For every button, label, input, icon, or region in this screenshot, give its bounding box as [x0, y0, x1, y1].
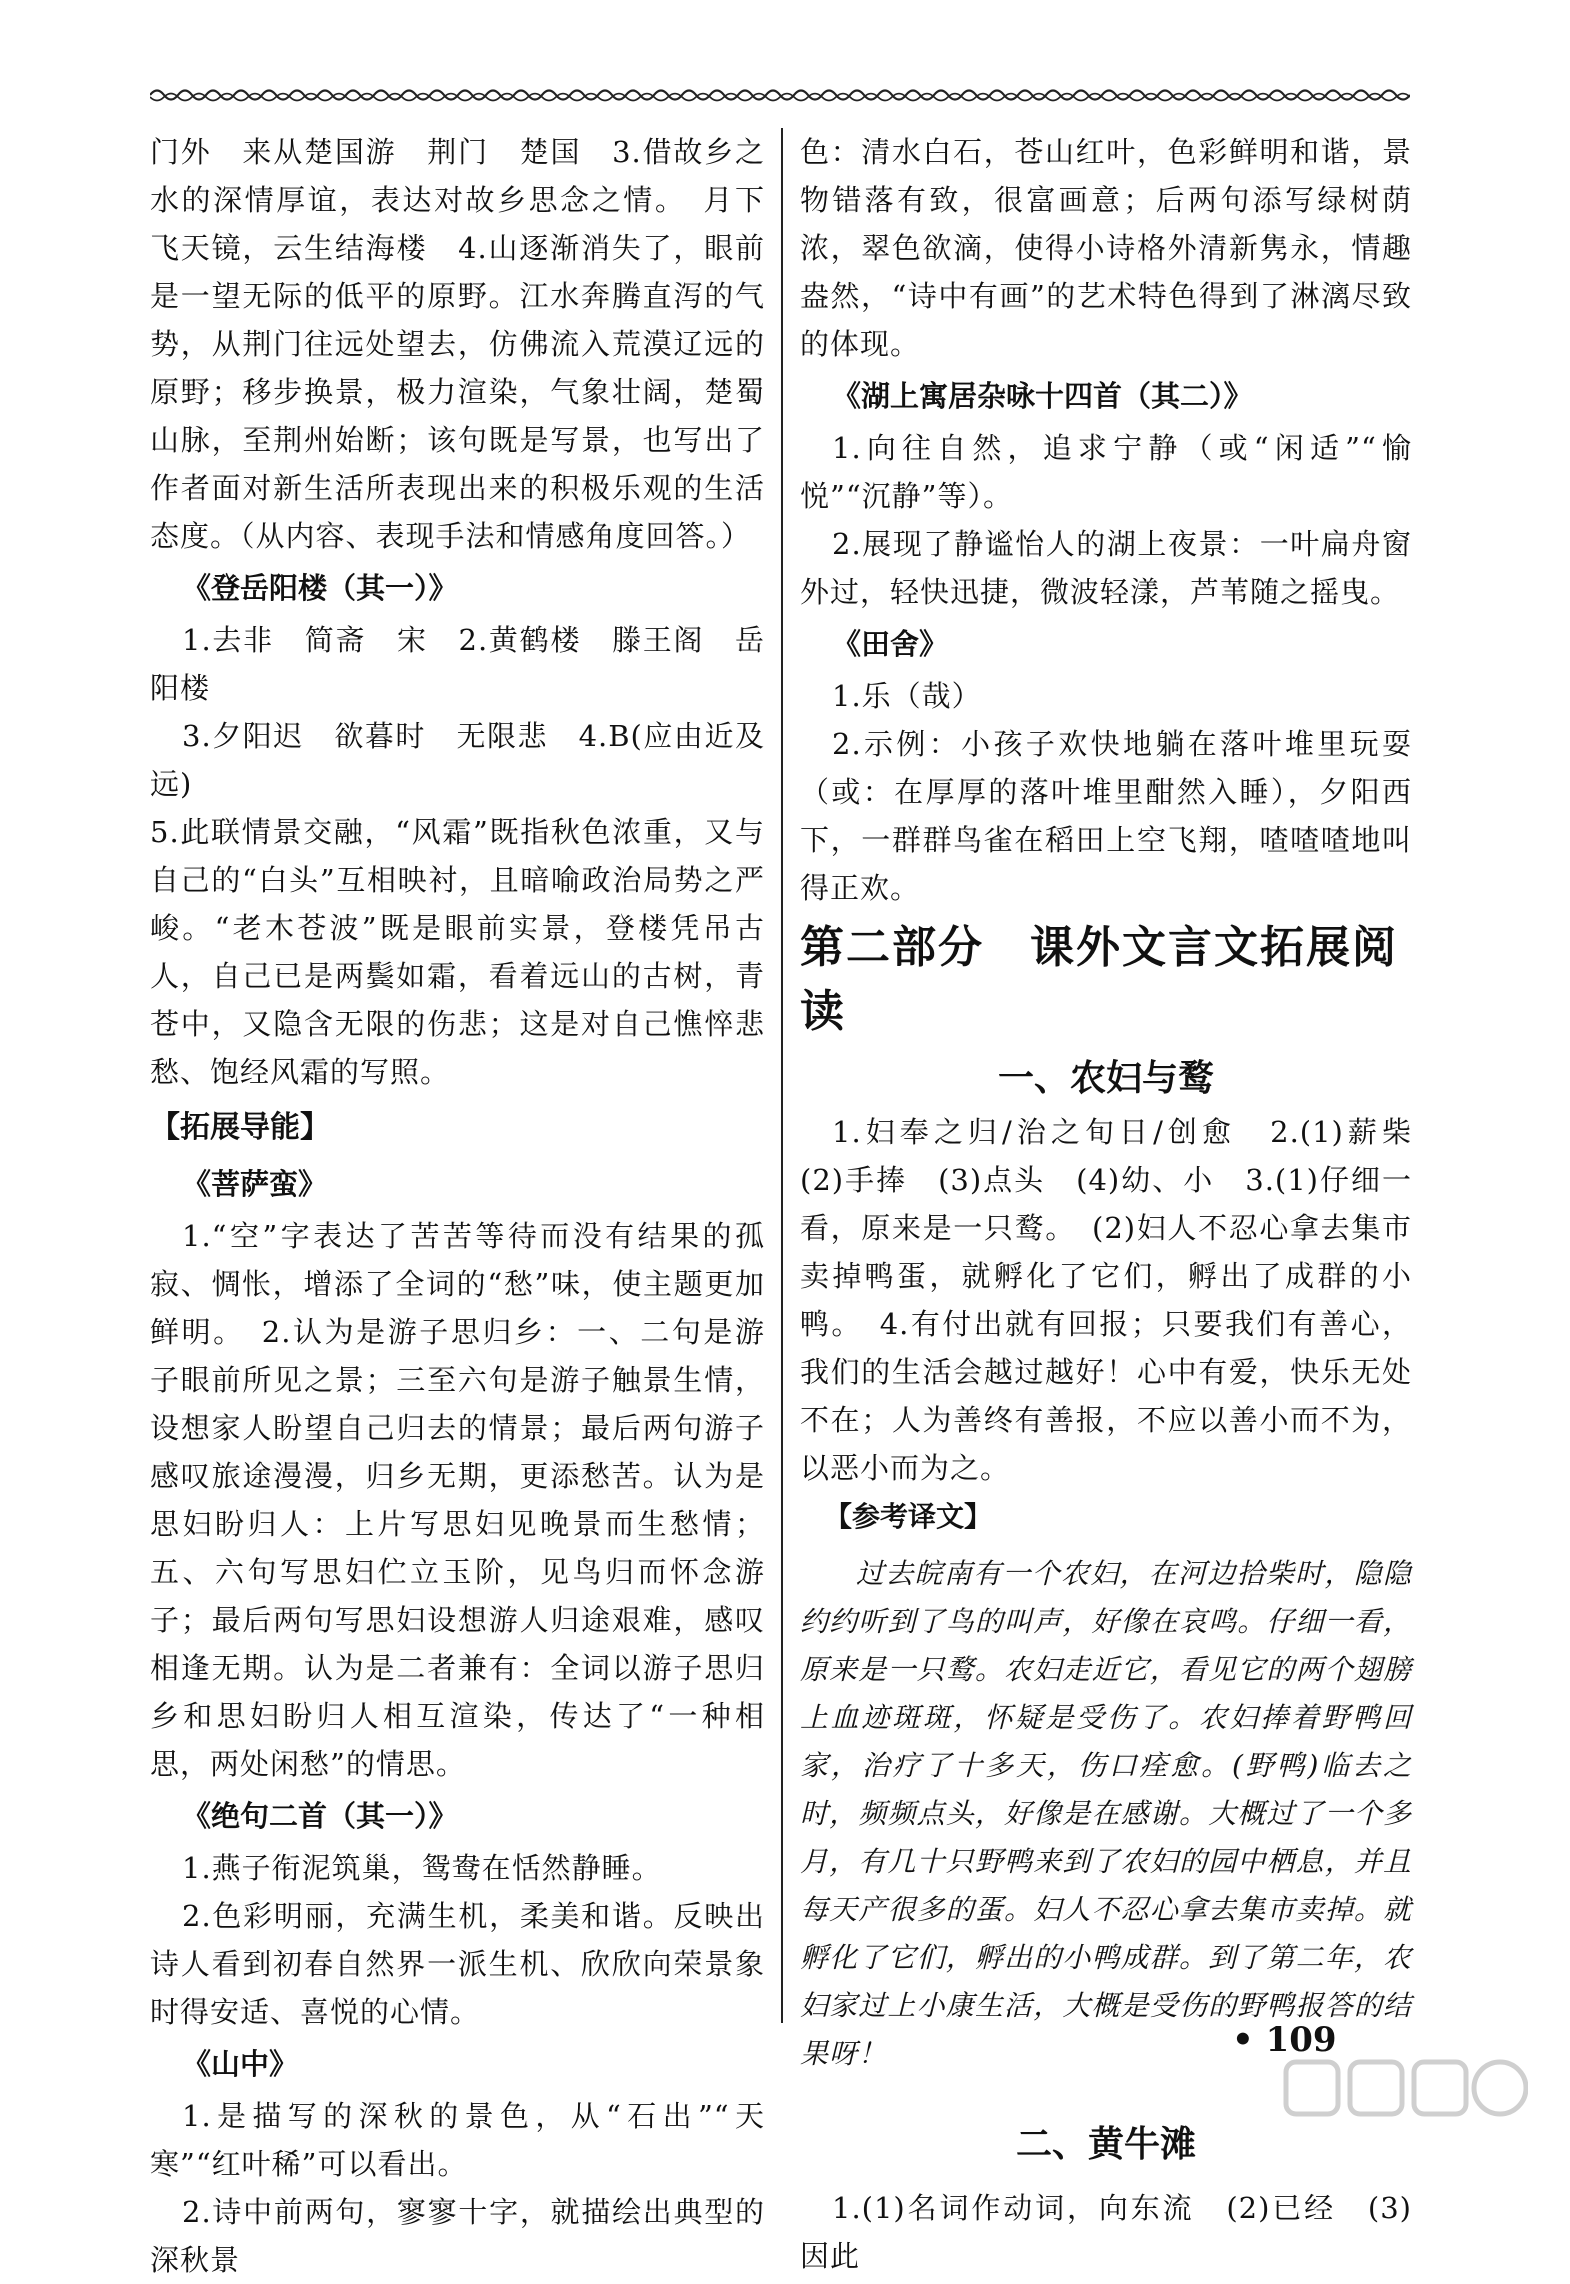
answer-paragraph: 1.向往自然，追求宁静（或“闲适”“愉悦”“沉静”等）。	[800, 431, 1412, 513]
poem-heading: 《登岳阳楼（其一）》	[182, 571, 458, 605]
left-column	[150, 128, 765, 2284]
answer-paragraph: 1.(1)名词作动词，向东流 (2)已经 (3)因此	[800, 2191, 1412, 2273]
answer-paragraph: 1.是描写的深秋的景色，从“石出”“天寒”“红叶稀”可以看出。	[150, 2099, 765, 2181]
section-title: 一、农妇与鹜	[997, 1057, 1214, 1099]
column-divider	[781, 128, 783, 2023]
answer-paragraph: 门外 来从楚国游 荆门 楚国 3.借故乡之水的深情厚谊，表达对故乡思念之情。 月下飞天镜，云生结海楼 4.山逐渐消失了，眼前是一望无际的低平的原野。江水奔腾直泻的气势，从荆门往远处望去，仿佛流入荒漠辽远的原野；移步换景，极力渲染，气象壮阔，楚蜀山脉，至荆州始断；该句既是写景，也写出了作者面对新生活所表现出来的积极乐观的生活态度。（从内容、表现手法和情感角度回答。）	[150, 135, 765, 553]
answer-paragraph: 色：清水白石，苍山红叶，色彩鲜明和谐，景物错落有致，很富画意；后两句添写绿树荫浓，翠色欲滴，使得小诗格外清新隽永，情趣盎然，“诗中有画”的艺术特色得到了淋漓尽致的体现。	[800, 135, 1412, 361]
poem-heading: 《田舍》	[832, 627, 949, 661]
section-heading: 【拓展导能】	[150, 1110, 330, 1145]
section-title: 二、黄牛滩	[1015, 2123, 1196, 2165]
poem-heading: 《湖上寓居杂咏十四首（其二）》	[832, 379, 1253, 413]
answer-paragraph: 5.此联情景交融，“风霜”既指秋色浓重，又与自己的“白头”互相映衬，且暗喻政治局势之严峻。“老木苍波”既是眼前实景，登楼凭吊古人，自己已是两鬓如霜，看着远山的古树，青苍中，又隐含无限的伤悲；这是对自己憔悴悲愁、饱经风霜的写照。	[150, 815, 765, 1089]
answer-paragraph: 2.示例：小孩子欢快地躺在落叶堆里玩耍（或：在厚厚的落叶堆里酣然入睡），夕阳西下，一群群鸟雀在稻田上空飞翔，喳喳喳地叫得正欢。	[800, 727, 1412, 905]
answer-paragraph: 2.展现了静谧怡人的湖上夜景：一叶扁舟窗外过，轻快迅捷，微波轻漾，芦苇随之摇曳。	[800, 527, 1412, 609]
answer-paragraph: 3.夕阳迟 欲暮时 无限悲 4.B(应由近及远)	[150, 719, 765, 801]
translation-paragraph: 过去皖南有一个农妇，在河边拾柴时，隐隐约约听到了鸟的叫声，好像在哀鸣。仔细一看，原来是一只鹜。农妇走近它，看见它的两个翅膀上血迹斑斑，怀疑是受伤了。农妇捧着野鸭回家，治疗了十多天，伤口痊愈。(野鸭)临去之时，频频点头，好像是在感谢。大概过了一个多月，有几十只野鸭来到了农妇的园中栖息，并且每天产很多的蛋。妇人不忍心拿去集市卖掉。就孵化了它们，孵出的小鸭成群。到了第二年，农妇家过上小康生活，大概是受伤的野鸭报答的结果呀！	[800, 1557, 1412, 2070]
poem-heading: 《菩萨蛮》	[182, 1167, 328, 1201]
answer-paragraph: 1.妇奉之归/治之旬日/创愈 2.(1)薪柴 (2)手捧 (3)点头 (4)幼、小 3.(1)仔细一看，原来是一只鹜。 (2)妇人不忍心拿去集市卖掉鸭蛋，就孵化了它们，孵出了成群的小鸭。 4.有付出就有回报；只要我们有善心，我们的生活会越过越好！心中有爱，快乐无处不在；人为善终有善报，不应以善小而不为，以恶小而为之。	[800, 1115, 1443, 1485]
answer-paragraph: 1.“空”字表达了苦苦等待而没有结果的孤寂、惆怅，增添了全词的“愁”味，使主题更加鲜明。 2.认为是游子思归乡：一、二句是游子眼前所见之景；三至六句是游子触景生情，设想家人盼望自己归去的情景；最后两句游子感叹旅途漫漫，归乡无期，更添愁苦。认为是思妇盼归人：上片写思妇见晚景而生愁情；五、六句写思妇伫立玉阶，见鸟归而怀念游子；最后两句写思妇设想游人归途艰难，感叹相逢无期。认为是二者兼有：全词以游子思归乡和思妇盼归人相互渲染，传达了“一种相思，两处闲愁”的情思。	[150, 1219, 765, 1781]
answer-paragraph: 2.色彩明丽，充满生机，柔美和谐。反映出诗人看到初春自然界一派生机、欣欣向荣景象时得安适、喜悦的心情。	[150, 1899, 765, 2029]
decorative-top-border	[150, 86, 1410, 104]
poem-heading: 《绝句二首（其一）》	[182, 1799, 458, 1833]
poem-heading: 《山中》	[182, 2047, 299, 2081]
answer-paragraph: 1.去非 简斋 宋 2.黄鹤楼 滕王阁 岳阳楼	[150, 623, 765, 705]
part-title: 第二部分 课外文言文拓展阅读	[800, 922, 1398, 1037]
answer-paragraph: 2.诗中前两句，寥寥十字，就描绘出典型的深秋景	[150, 2195, 765, 2277]
answer-paragraph: 1.乐（哉）	[832, 679, 982, 713]
answer-paragraph: 1.燕子衔泥筑巢，鸳鸯在恬然静睡。	[182, 1851, 662, 1885]
watermark-logo	[1278, 2050, 1528, 2150]
reference-translation-heading: 【参考译文】	[824, 1500, 993, 1533]
right-column	[800, 128, 1443, 2280]
page-number: • 109	[1232, 2020, 1337, 2060]
